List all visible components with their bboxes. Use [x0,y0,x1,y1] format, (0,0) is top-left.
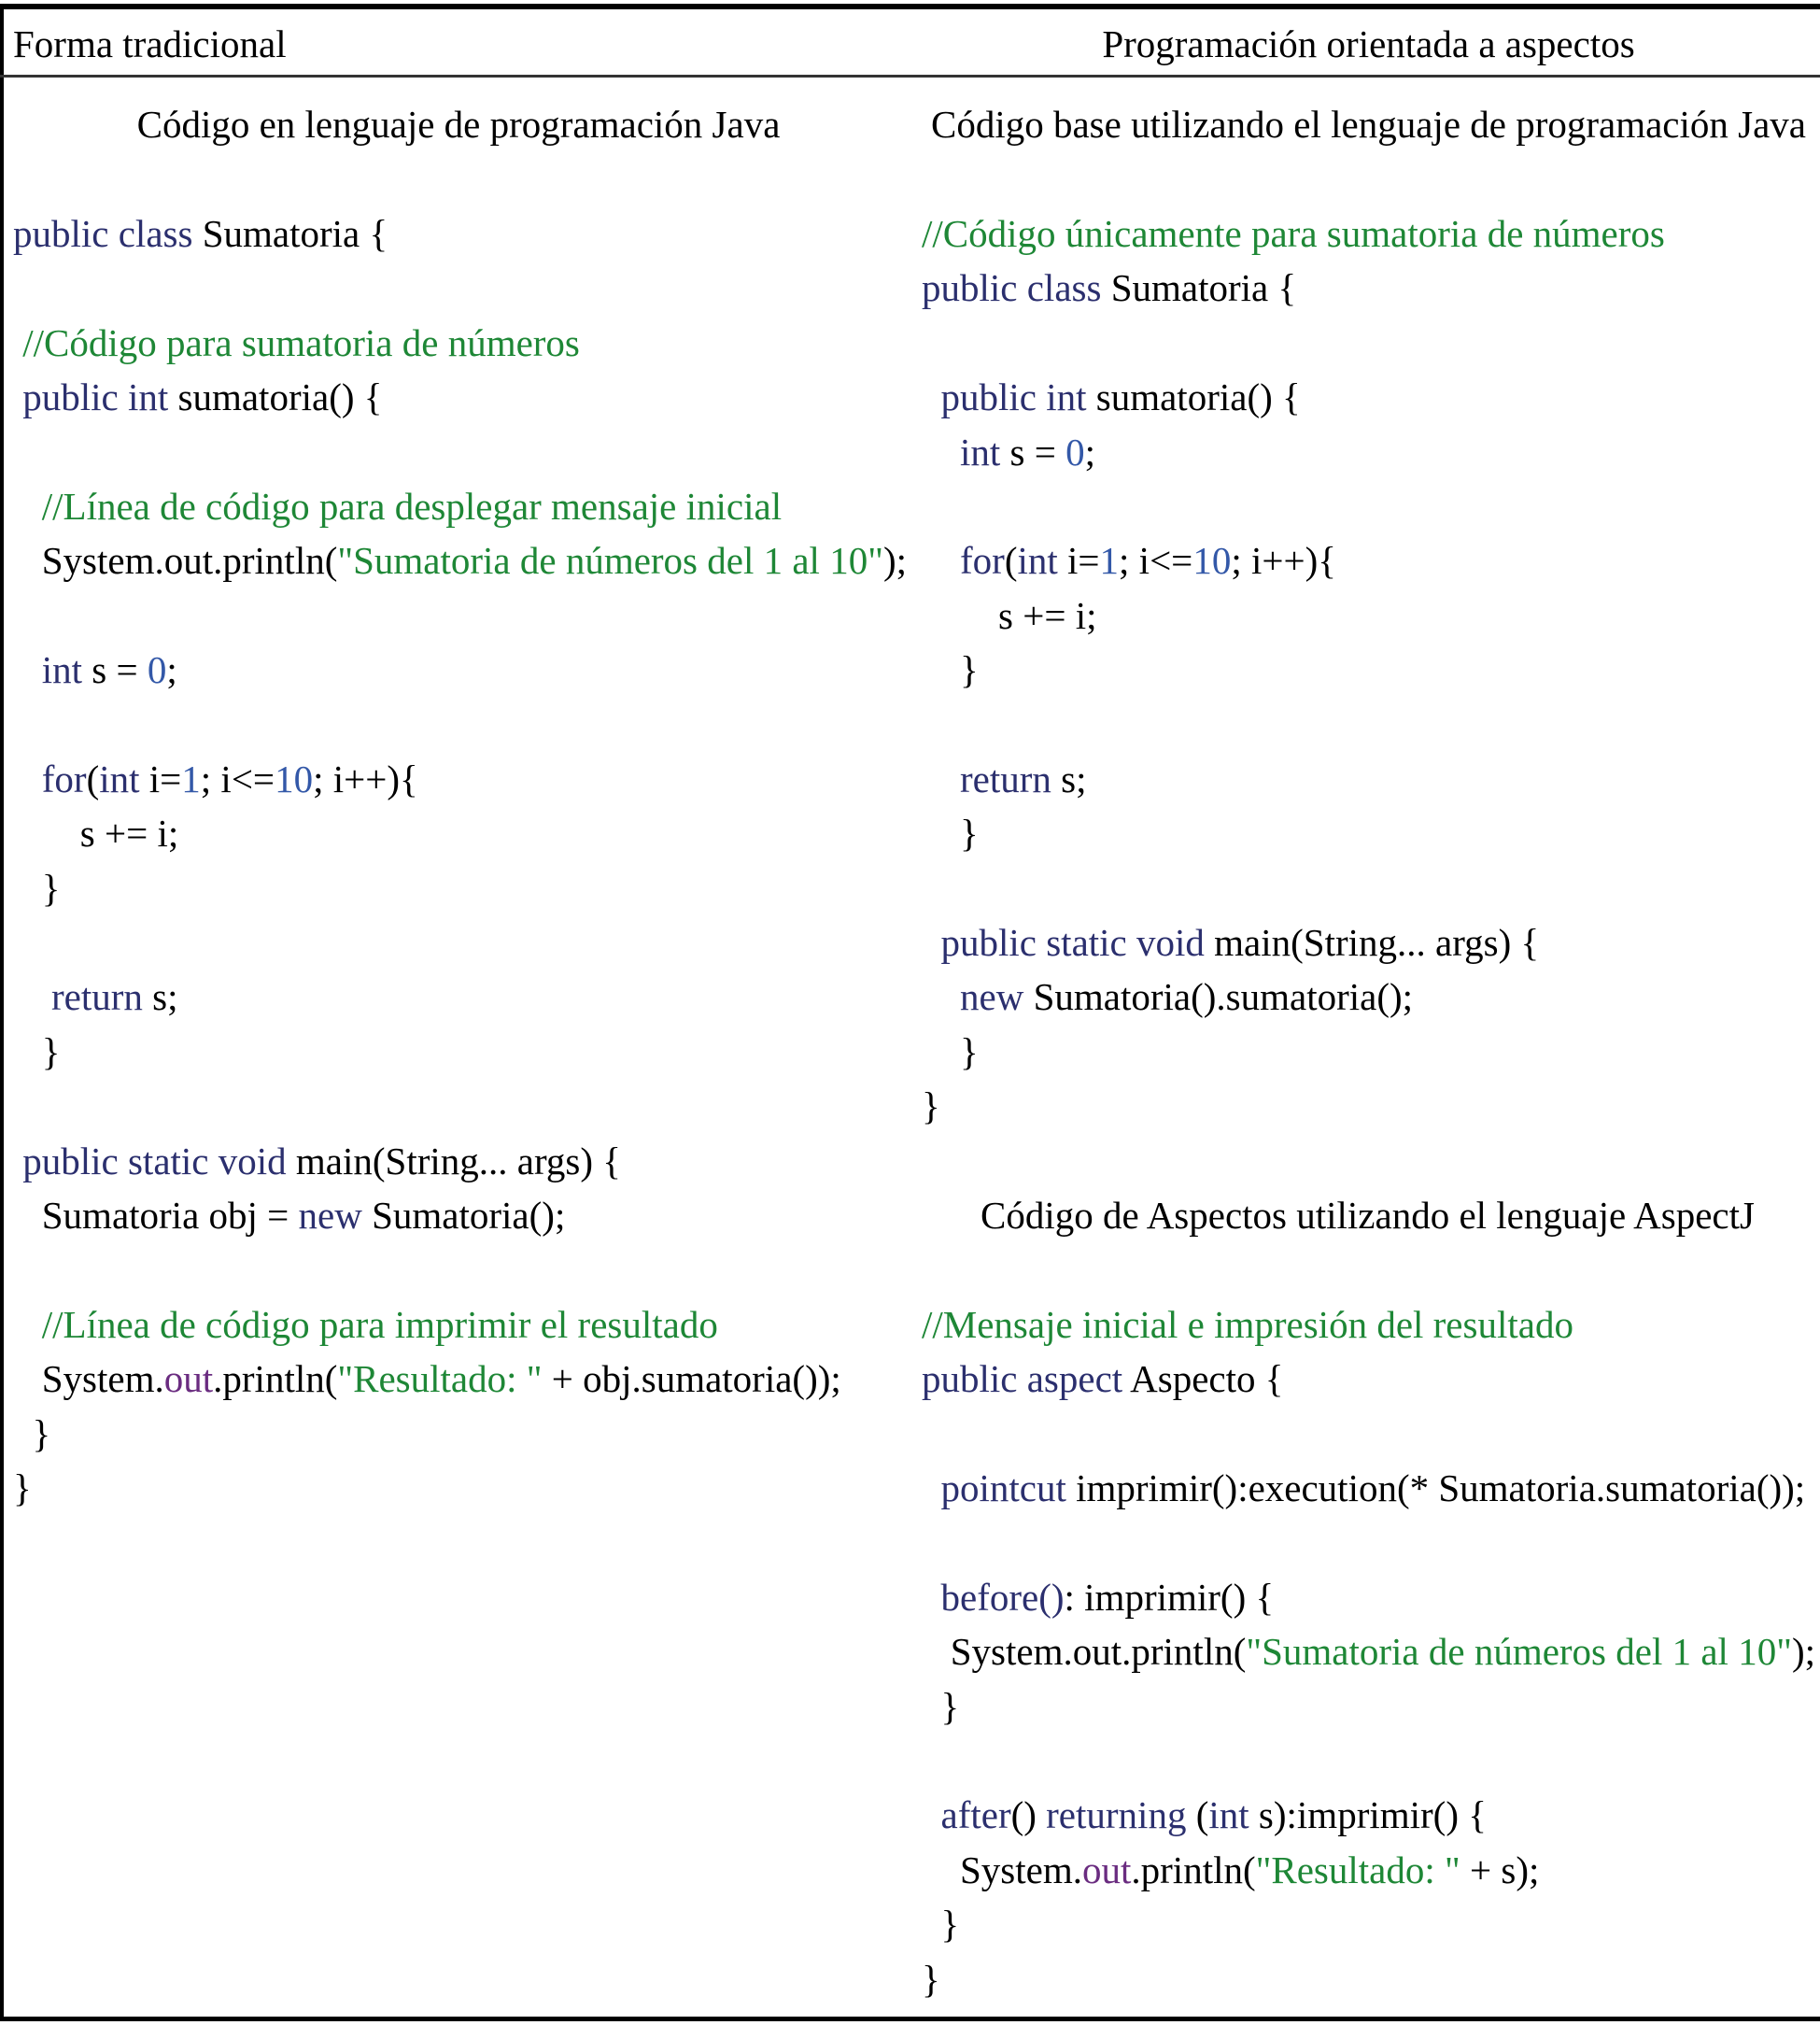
code-line [922,698,1813,752]
code-text: } [13,1466,32,1509]
code-text: Sumatoria obj = [13,1194,299,1238]
code-line [13,915,910,970]
code-line [13,370,910,424]
code-line [922,1134,1813,1188]
code-text: i= [148,757,182,800]
code-line [922,533,1813,588]
code-text: System.out.println( [13,539,338,583]
code-line [922,370,1813,424]
code-text: ; [1084,430,1096,474]
code-line [13,1461,910,1515]
code-text: } [13,1029,61,1073]
code-line [13,533,910,588]
aop-code-block [922,206,1813,2006]
keyword: pointcut [922,1466,1077,1509]
code-line [922,1624,1813,1678]
code-text: () [1010,1793,1047,1837]
code-line [13,1025,910,1079]
code-text: System.out.println( [922,1630,1247,1674]
code-text: ; i++){ [1231,539,1336,583]
keyword: int [99,757,149,800]
code-line [922,1952,1813,2006]
keyword: return [922,757,1062,800]
code-text: } [922,1029,979,1073]
code-text: + obj.sumatoria()); [542,1357,841,1401]
code-line [13,425,910,479]
string-literal: "Resultado: " [1255,1848,1460,1891]
code-text: ; i++){ [313,757,418,800]
left-subtitle: Código en lenguaje de programación Java [136,103,781,146]
section-heading: Código de Aspectos utilizando el lenguaje AspectJ [981,1194,1755,1238]
code-text: imprimir():execution(* Sumatoria.sumatoria()); [1076,1466,1806,1509]
code-line [922,479,1813,533]
code-line [13,970,910,1024]
code-line [922,316,1813,370]
keyword: int [1017,539,1068,583]
code-text: ; [166,648,177,692]
code-line [13,806,910,860]
keyword: return [13,975,153,1019]
header-aop: Programación orientada a aspectos [1102,22,1635,65]
code-line [922,1515,1813,1569]
code-line [922,1734,1813,1788]
code-line [922,915,1813,970]
code-line [13,1297,910,1352]
keyword: public int [922,375,1096,419]
code-text: System. [922,1848,1082,1891]
code-line [922,643,1813,697]
code-line [13,1134,910,1188]
code-text: Sumatoria().sumatoria(); [1033,975,1414,1019]
code-line [922,206,1813,261]
code-line [13,1079,910,1133]
number-literal: 0 [147,648,167,692]
comment: //Mensaje inicial e impresión del resultado [922,1302,1573,1346]
keyword: public int [13,375,178,419]
code-line [13,861,910,915]
code-line [922,425,1813,479]
right-subtitle: Código base utilizando el lenguaje de programación Java [931,103,1806,146]
keyword: public class [13,212,203,255]
code-line [922,1788,1813,1842]
code-text: main(String... args) { [1214,921,1540,965]
code-text: s += i; [922,593,1097,637]
code-text: } [922,812,979,856]
code-text: ( [1004,539,1018,583]
keyword: new [922,975,1034,1019]
keyword: public static void [922,921,1215,965]
code-text: .println( [1131,1848,1256,1891]
code-line [13,752,910,806]
code-text: ); [882,539,907,583]
string-literal: "Sumatoria de números del 1 al 10" [1246,1630,1792,1674]
code-line [922,970,1813,1024]
keyword: public class [922,266,1111,310]
code-text: } [922,1957,940,2001]
code-line [922,1679,1813,1734]
header-divider [0,75,1820,78]
keyword: new [298,1194,373,1238]
number-literal: 1 [1099,539,1120,583]
code-text: Sumatoria { [202,212,388,255]
code-line [13,698,910,752]
code-text: ); [1791,1630,1815,1674]
code-text: + s); [1460,1848,1540,1891]
code-text: s):imprimir() { [1258,1793,1487,1837]
code-line [13,1188,910,1242]
code-text: i= [1067,539,1100,583]
code-line [13,206,910,261]
code-text: s += i; [13,812,179,856]
code-line [13,261,910,315]
keyword: public aspect [922,1357,1131,1401]
code-text: } [13,1411,51,1455]
code-line [13,1407,910,1461]
header-traditional: Forma tradicional [13,22,287,65]
keyword: before() [922,1575,1065,1619]
code-text: } [922,1084,940,1128]
code-line [922,1025,1813,1079]
comment: //Código para sumatoria de números [13,320,580,364]
code-line [13,1352,910,1406]
code-text: System. [13,1357,164,1401]
comment: //Línea de código para desplegar mensaje inicial [13,484,783,528]
keyword: int [922,430,1010,474]
field-name: out [163,1357,214,1401]
code-text: .println( [213,1357,338,1401]
code-text: s; [152,975,178,1019]
code-line [13,316,910,370]
code-line [922,806,1813,860]
code-text: } [922,648,979,692]
comment: //Código únicamente para sumatoria de números [922,212,1665,255]
keyword: public static void [13,1139,296,1182]
traditional-code-block [13,206,910,1515]
keyword: int [13,648,92,692]
code-text: Sumatoria(); [372,1194,566,1238]
code-line [922,1297,1813,1352]
code-line [13,588,910,643]
code-line [922,1461,1813,1515]
code-line [13,479,910,533]
string-literal: "Resultado: " [337,1357,543,1401]
code-text: Sumatoria { [1110,266,1297,310]
code-text: : imprimir() { [1064,1575,1275,1619]
code-line [922,1843,1813,1897]
code-text: sumatoria() { [177,375,383,419]
keyword: returning [1046,1793,1196,1837]
code-text: sumatoria() { [1095,375,1301,419]
comment: //Línea de código para imprimir el resultado [13,1302,718,1346]
keyword: for [13,757,87,800]
code-line [922,1242,1813,1296]
aspect-code-subtitle [922,1188,1813,1242]
keyword: int [1208,1793,1259,1837]
code-text: ; i<= [1119,539,1193,583]
code-text: s; [1061,757,1087,800]
code-line [922,1352,1813,1406]
code-text: s = [92,648,148,692]
keyword: for [922,539,1005,583]
code-line [922,588,1813,643]
code-line [13,1242,910,1296]
code-line [922,261,1813,315]
field-name: out [1082,1848,1132,1891]
code-line [922,1407,1813,1461]
number-literal: 1 [181,757,201,800]
code-text: } [13,866,61,910]
code-text: s = [1009,430,1066,474]
code-text: ; i<= [200,757,275,800]
code-line [922,1897,1813,1951]
code-line [922,752,1813,806]
code-text: Aspecto { [1130,1357,1284,1401]
keyword: after [922,1793,1011,1837]
code-text: } [922,1684,960,1728]
code-text: } [922,1903,960,1947]
number-literal: 10 [275,757,314,800]
code-line [922,1079,1813,1133]
code-line [922,1570,1813,1624]
code-line [922,861,1813,915]
number-literal: 0 [1065,430,1085,474]
code-line [13,643,910,697]
code-text: ( [1195,1793,1209,1837]
string-literal: "Sumatoria de números del 1 al 10" [337,539,883,583]
code-text: ( [86,757,100,800]
code-text: main(String... args) { [295,1139,621,1182]
number-literal: 10 [1192,539,1232,583]
